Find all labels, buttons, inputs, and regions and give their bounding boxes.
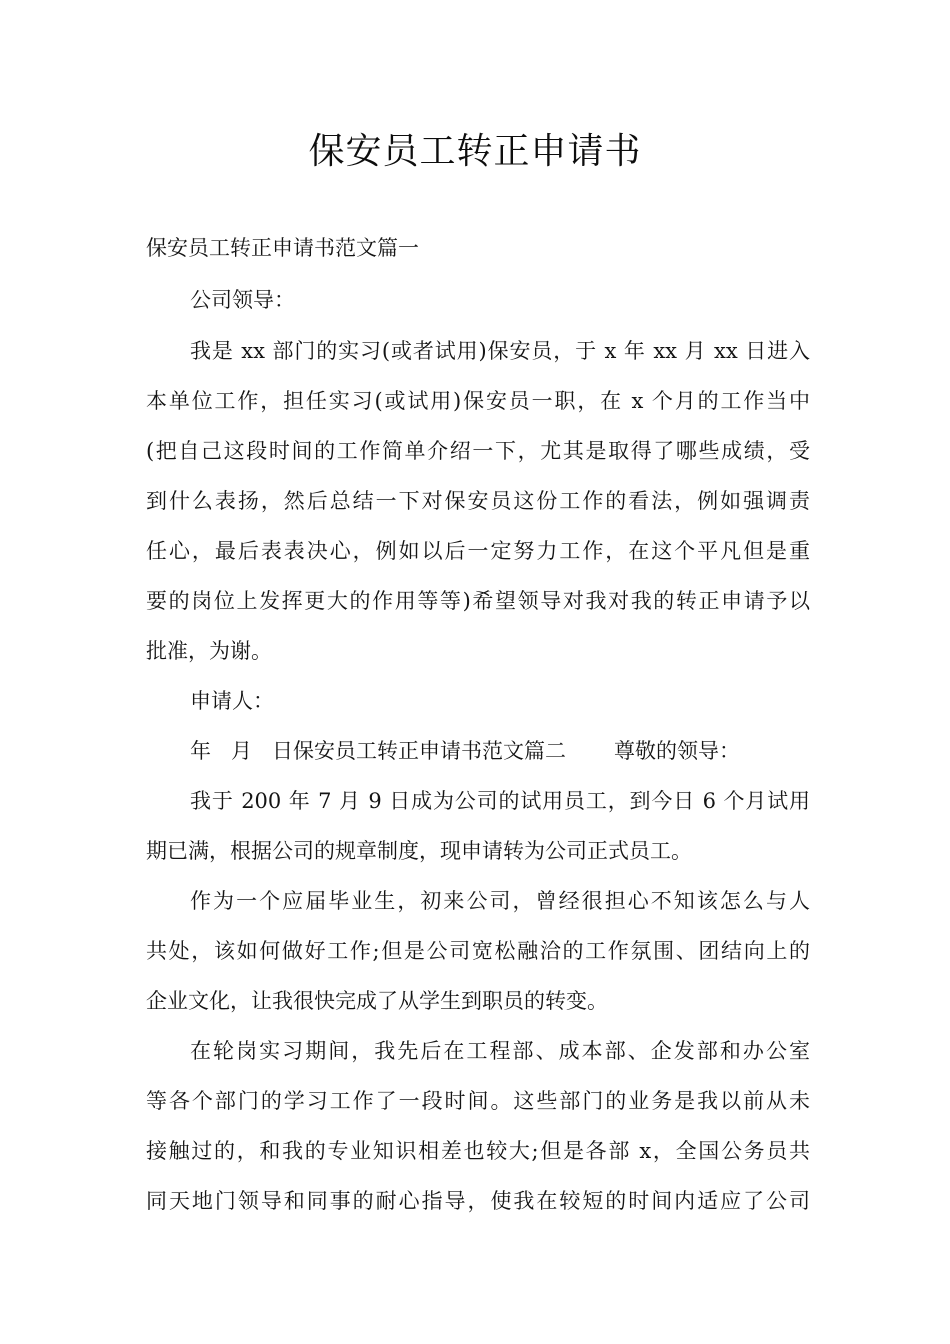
- paragraph-line: 在轮岗实习期间，我先后在工程部、成本部、企发部和办公室: [190, 1039, 810, 1063]
- document-title: 保安员工转正申请书: [308, 131, 642, 172]
- paragraph-line: 接触过的，和我的专业知识相差也较大;但是各部 x，全国公务员共: [146, 1139, 810, 1163]
- paragraph-line: 批准，为谢。: [146, 639, 272, 663]
- paragraph-line: 要的岗位上发挥更大的作用等等)希望领导对我对我的转正申请予以: [146, 589, 810, 613]
- paragraph-line: 我是 xx 部门的实习(或者试用)保安员，于 x 年 xx 月 xx 日进入: [190, 339, 810, 363]
- paragraph-line: 同天地门领导和同事的耐心指导，使我在较短的时间内适应了公司: [146, 1189, 810, 1213]
- paragraph-line: 作为一个应届毕业生，初来公司，曾经很担心不知该怎么与人: [190, 889, 810, 913]
- paragraph-line: 期已满，根据公司的规章制度，现申请转为公司正式员工。: [146, 839, 692, 863]
- year-label: 年: [190, 739, 211, 763]
- date-and-heading-line: [190, 736, 810, 766]
- salutation-1: 公司领导：: [190, 288, 295, 312]
- paragraph-line: 等各个部门的学习工作了一段时间。这些部门的业务是我以前从未: [146, 1089, 810, 1113]
- paragraph-line: 我于 200 年 7 月 9 日成为公司的试用员工，到今日 6 个月试用: [190, 789, 810, 813]
- applicant-label: 申请人：: [190, 689, 274, 713]
- month-label: 月: [231, 739, 252, 763]
- paragraph-line: 共处，该如何做好工作;但是公司宽松融洽的工作氛围、团结向上的: [146, 939, 810, 963]
- salutation-2: 尊敬的领导：: [614, 739, 740, 763]
- paragraph-line: 本单位工作，担任实习(或试用)保安员一职，在 x 个月的工作当中: [146, 389, 810, 413]
- paragraph-line: 到什么表扬，然后总结一下对保安员这份工作的看法，例如强调责: [146, 489, 810, 513]
- paragraph-line: 任心，最后表表决心，例如以后一定努力工作，在这个平凡但是重: [146, 539, 810, 563]
- paragraph-line: (把自己这段时间的工作简单介绍一下，尤其是取得了哪些成绩，受: [146, 439, 810, 463]
- section-heading-2: 日保安员工转正申请书范文篇二: [272, 739, 566, 763]
- paragraph-line: 企业文化，让我很快完成了从学生到职员的转变。: [146, 989, 608, 1013]
- section-heading-1: 保安员工转正申请书范文篇一: [146, 236, 419, 260]
